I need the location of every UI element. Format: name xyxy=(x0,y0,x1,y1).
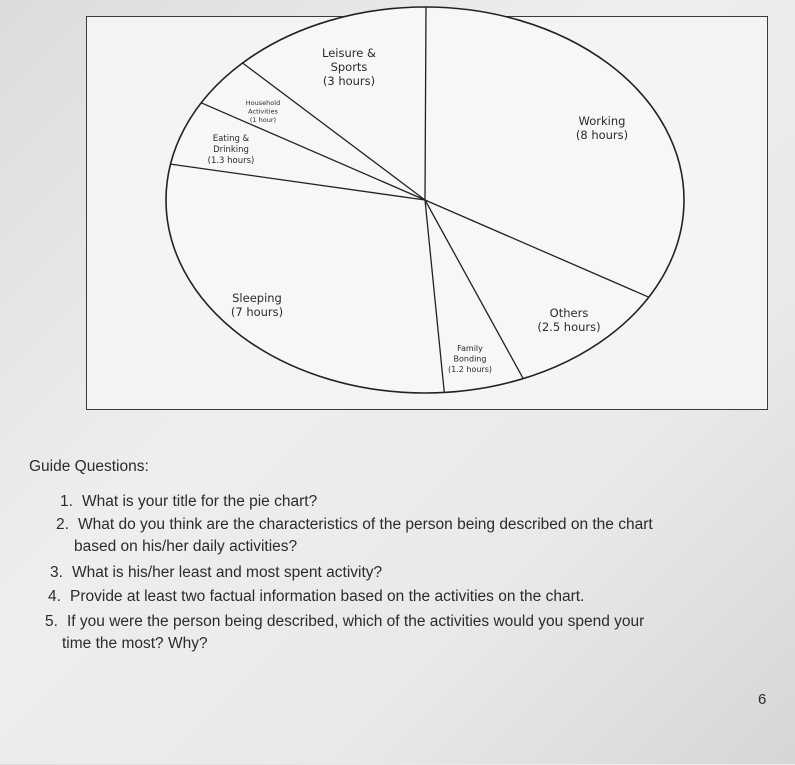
slice-label-line: Household xyxy=(245,99,281,107)
slice-label-sleeping xyxy=(231,291,283,319)
question-5 xyxy=(45,611,645,652)
page-number: 6 xyxy=(758,691,767,708)
slice-label-line: Drinking xyxy=(213,145,249,155)
question-text: If you were the person being described, which of the activities would you spend your xyxy=(67,613,645,630)
question-number: 1. xyxy=(60,493,73,510)
slice-label-line: Others xyxy=(549,306,589,320)
slice-label-household-activities xyxy=(246,99,280,124)
slice-label-eating-and-drinking xyxy=(208,134,255,166)
slice-label-line: Leisure & xyxy=(322,46,376,60)
question-3 xyxy=(50,562,383,584)
slice-label-line: Sports xyxy=(330,60,368,74)
slice-label-working xyxy=(576,114,628,142)
question-1 xyxy=(60,491,318,513)
slice-label-line: Family xyxy=(457,344,483,353)
question-4 xyxy=(48,586,585,608)
slice-label-line: (1.3 hours) xyxy=(207,156,255,166)
slice-label-line: (8 hours) xyxy=(575,128,629,142)
question-2 xyxy=(56,514,653,555)
question-number: 4. xyxy=(48,588,61,605)
slice-label-line: (1.2 hours) xyxy=(448,365,492,374)
question-text: What is your title for the pie chart? xyxy=(82,493,318,510)
slice-label-line: Sleeping xyxy=(232,291,282,305)
question-number: 3. xyxy=(50,564,63,581)
question-number: 2. xyxy=(56,516,69,533)
question-text-continued: based on his/her daily activities? xyxy=(74,538,298,555)
slice-label-line: (7 hours) xyxy=(230,305,284,319)
slice-label-line: Bonding xyxy=(453,354,487,364)
slice-label-line: (2.5 hours) xyxy=(537,320,601,334)
question-text: What is his/her least and most spent activity? xyxy=(72,564,383,581)
chart-frame xyxy=(86,16,768,410)
slice-label-line: (3 hours) xyxy=(322,74,376,88)
slice-label-line: Working xyxy=(578,114,626,128)
guide-questions-title: Guide Questions: xyxy=(29,458,149,475)
question-text-continued: time the most? Why? xyxy=(62,635,208,652)
slice-label-line: Activities xyxy=(248,107,278,116)
question-number: 5. xyxy=(45,613,58,630)
question-text: Provide at least two factual information based on the activities on the chart. xyxy=(70,588,585,605)
slice-label-line: Eating & xyxy=(212,134,250,144)
slice-label-line: (1 hour) xyxy=(249,116,277,124)
question-text: What do you think are the characteristics of the person being described on the chart xyxy=(78,516,653,533)
